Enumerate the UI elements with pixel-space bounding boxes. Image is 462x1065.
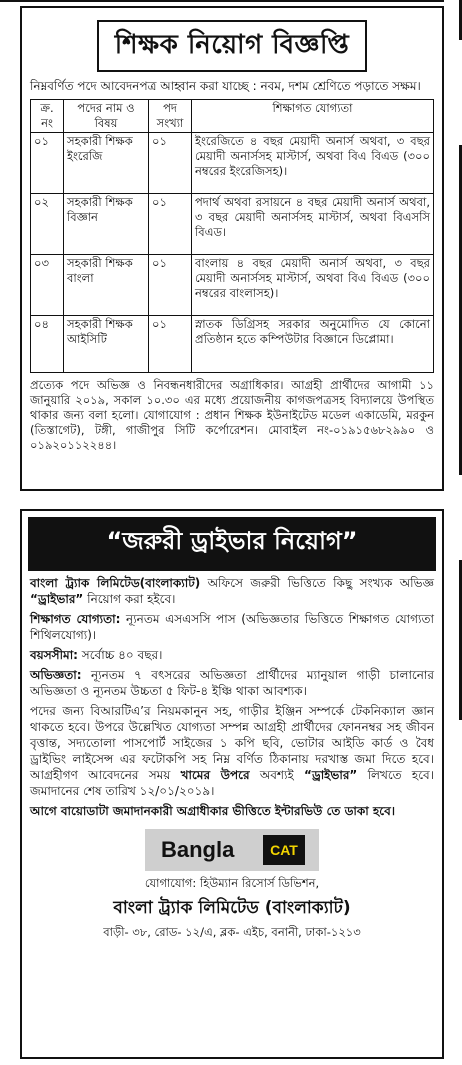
table-row: [31, 255, 434, 316]
cell-serial: ০১: [31, 133, 64, 194]
company-address: বাড়ী- ৩৮, রোড- ১২/এ, ব্লক- এইচ, বনানী, ঢাকা-১২১৩: [103, 925, 361, 939]
header-post: পদের নাম ও বিষয়: [64, 100, 149, 133]
cell-post: সহকারী শিক্ষক ইংরেজি: [64, 133, 149, 194]
cell-count: ০১: [149, 133, 192, 194]
banglacat-logo: [145, 829, 319, 871]
vacancy-table: [30, 99, 434, 373]
ad1-title-box: [22, 20, 442, 72]
header-serial: ক্র. নং: [31, 100, 64, 133]
driver-recruitment-ad: [20, 509, 444, 1059]
company-name-inline: বাংলা ট্র্যাক লিমিটেড(বাংলাক্যাট): [30, 576, 201, 590]
priority-note: আগে বায়োডাটা জমাদানকারী অগ্রাধীকার ভীত্তিতে ইন্টারভিউ তে ডাকা হবে।: [30, 804, 396, 818]
cell-serial: ০৪: [31, 316, 64, 373]
header-count: পদ সংখ্যা: [149, 100, 192, 133]
age-line: [30, 647, 434, 663]
table-header-row: [31, 100, 434, 133]
ad1-footer: প্রত্যেক পদে অভিজ্ঞ ও নিবন্ধনধারীদের অগ্রাধিকার। আগ্রহী প্রার্থীদের আগামী ১১ জানুয়ারি ২০১৯, সকাল ১০.৩০ এর মধ্যে প্রয়োজনীয় কাগজপত্রসহ বিদ্যালয়ে উপস্থিত থাকার জন্য বলা হলো। যোগাযোগ : প্রধান শিক্ষক ইউনাইটেড মডেল একাডেমি, মরকুন (তিস্তাগেট), টঙ্গী, গাজীপুর সিটি কর্পোরেশন। মোবাইল নং-০১৯১৫৬৮২৯৯০ ও ০১৯২০১১২২৪৪।: [30, 378, 434, 452]
ad1-title: শিক্ষক নিয়োগ বিজ্ঞপ্তি: [97, 20, 368, 72]
cat-logo-icon: CAT: [263, 835, 305, 865]
driver-keyword: “ড্রাইভার”: [304, 768, 358, 782]
envelope-note: খামের উপরে: [180, 768, 250, 782]
intro-text: অফিসে জরুরী ভিত্তিতে কিছু সংখ্যক অভিজ্ঞ: [200, 576, 434, 590]
ad1-intro: নিম্নবর্ণিত পদে আবেদনপত্র আহ্বান করা যাচ্ছে : নবম, দশম শ্রেণিতে পড়াতে সক্ষম।: [30, 79, 421, 93]
intro-text-end: নিয়োগ করা হইবে।: [83, 592, 176, 606]
instructions-text: পদের জন্য বিআরটিএ’র নিয়মকানুন সহ, গাড়ীর ইঞ্জিন সম্পর্কে টেকনিক্যাল জ্ঞান থাকতে হবে। উপরে উল্লেখিত যোগ্যতা সম্পন্ন আগ্রহী প্রার্থীদের ফোননম্বর সহ জীবন বৃত্তান্ত, সদ্যতোলা পাসপোর্ট সাইজের ১ কপি ছবি, ভোটার আইডি কার্ড ও বৈধ ড্রাইভিং লাইসেন্স এর ফটোকপি সহ নিম্ন বর্ণিত ঠিকানায় দরখাস্ত জমা দিতে হবে। আগ্রহীগণ আবেদনের সময়: [30, 704, 434, 782]
experience-label: অভিজ্ঞতা:: [30, 668, 82, 682]
cell-count: ০১: [149, 194, 192, 255]
table-row: [31, 133, 434, 194]
education-label: শিক্ষাগত যোগ্যতা:: [30, 612, 121, 626]
logo-text: Bangla: [161, 837, 235, 862]
ad2-intro: [30, 575, 434, 607]
cell-serial: ০৩: [31, 255, 64, 316]
cell-post: সহকারী শিক্ষক বিজ্ঞান: [64, 194, 149, 255]
cell-qualification: পদার্থ অথবা রসায়নে ৪ বছর মেয়াদী অনার্স অথবা, ৩ বছর মেয়াদী অনার্সসহ মাস্টার্স, অথবা বিএসসি বিএড।: [192, 194, 434, 255]
age-text: সর্বোচ্চ ৪০ বছর।: [77, 648, 163, 662]
cell-post: সহকারী শিক্ষক আইসিটি: [64, 316, 149, 373]
contact-line: যোগাযোগ: হিউম্যান রিসোর্স ডিভিশন,: [144, 876, 320, 890]
experience-line: [30, 667, 434, 699]
age-label: বয়সসীমা:: [30, 648, 78, 662]
cell-qualification: স্নাতক ডিগ্রিসহ সরকার অনুমোদিত যে কোনো প্রতিষ্ঠান হতে কম্পিউটার বিজ্ঞানে ডিপ্লোমা।: [192, 316, 434, 373]
teacher-recruitment-ad: [20, 6, 444, 491]
deadline-text: লিখতে হবে। জমাদানের শেষ তারিখ ১২/০১/২০১৯।: [30, 768, 434, 798]
ad2-banner: “জরুরী ড্রাইভার নিয়োগ”: [28, 517, 436, 571]
cell-serial: ০২: [31, 194, 64, 255]
driver-keyword: “ড্রাইভার”: [30, 592, 84, 606]
cell-qualification: বাংলায় ৪ বছর মেয়াদী অনার্স অথবা, ৩ বছর মেয়াদী অনার্সসহ মাস্টার্স, অথবা বিএ বিএড (৩০০ নম্বরের বাংলাসহ)।: [192, 255, 434, 316]
experience-text: ন্যূনতম ৭ বৎসরের অভিজ্ঞতা প্রার্থীদের ম্যানুয়াল গাড়ী চালানোর অভিজ্ঞতা ও ন্যূনতম উচ্চতা ৫ ফিট-৪ ইঞ্চি থাকা আবশ্যক।: [30, 668, 434, 698]
cell-post: সহকারী শিক্ষক বাংলা: [64, 255, 149, 316]
application-instructions: [30, 703, 434, 799]
education-line: [30, 611, 434, 643]
education-text: ন্যূনতম এসএসসি পাস (অভিজ্ঞতার ভিত্তিতে শিক্ষাগত যোগ্যতা শিথিলযোগ্য)।: [30, 612, 434, 642]
company-name: বাংলা ট্র্যাক লিমিটেড (বাংলাক্যাট): [113, 898, 351, 918]
header-qualification: শিক্ষাগত যোগ্যতা: [192, 100, 434, 133]
cell-count: ০১: [149, 316, 192, 373]
table-row: [31, 316, 434, 373]
instructions-text-2: অবশ্যই: [249, 768, 304, 782]
page-top-rule: [0, 0, 444, 2]
table-row: [31, 194, 434, 255]
cell-count: ০১: [149, 255, 192, 316]
cell-qualification: ইংরেজিতে ৪ বছর মেয়াদী অনার্স অথবা, ৩ বছর মেয়াদী অনার্সসহ মাস্টার্স, অথবা বিএ বিএড (৩০০ নম্বরের ইংরেজিসহ)।: [192, 133, 434, 194]
